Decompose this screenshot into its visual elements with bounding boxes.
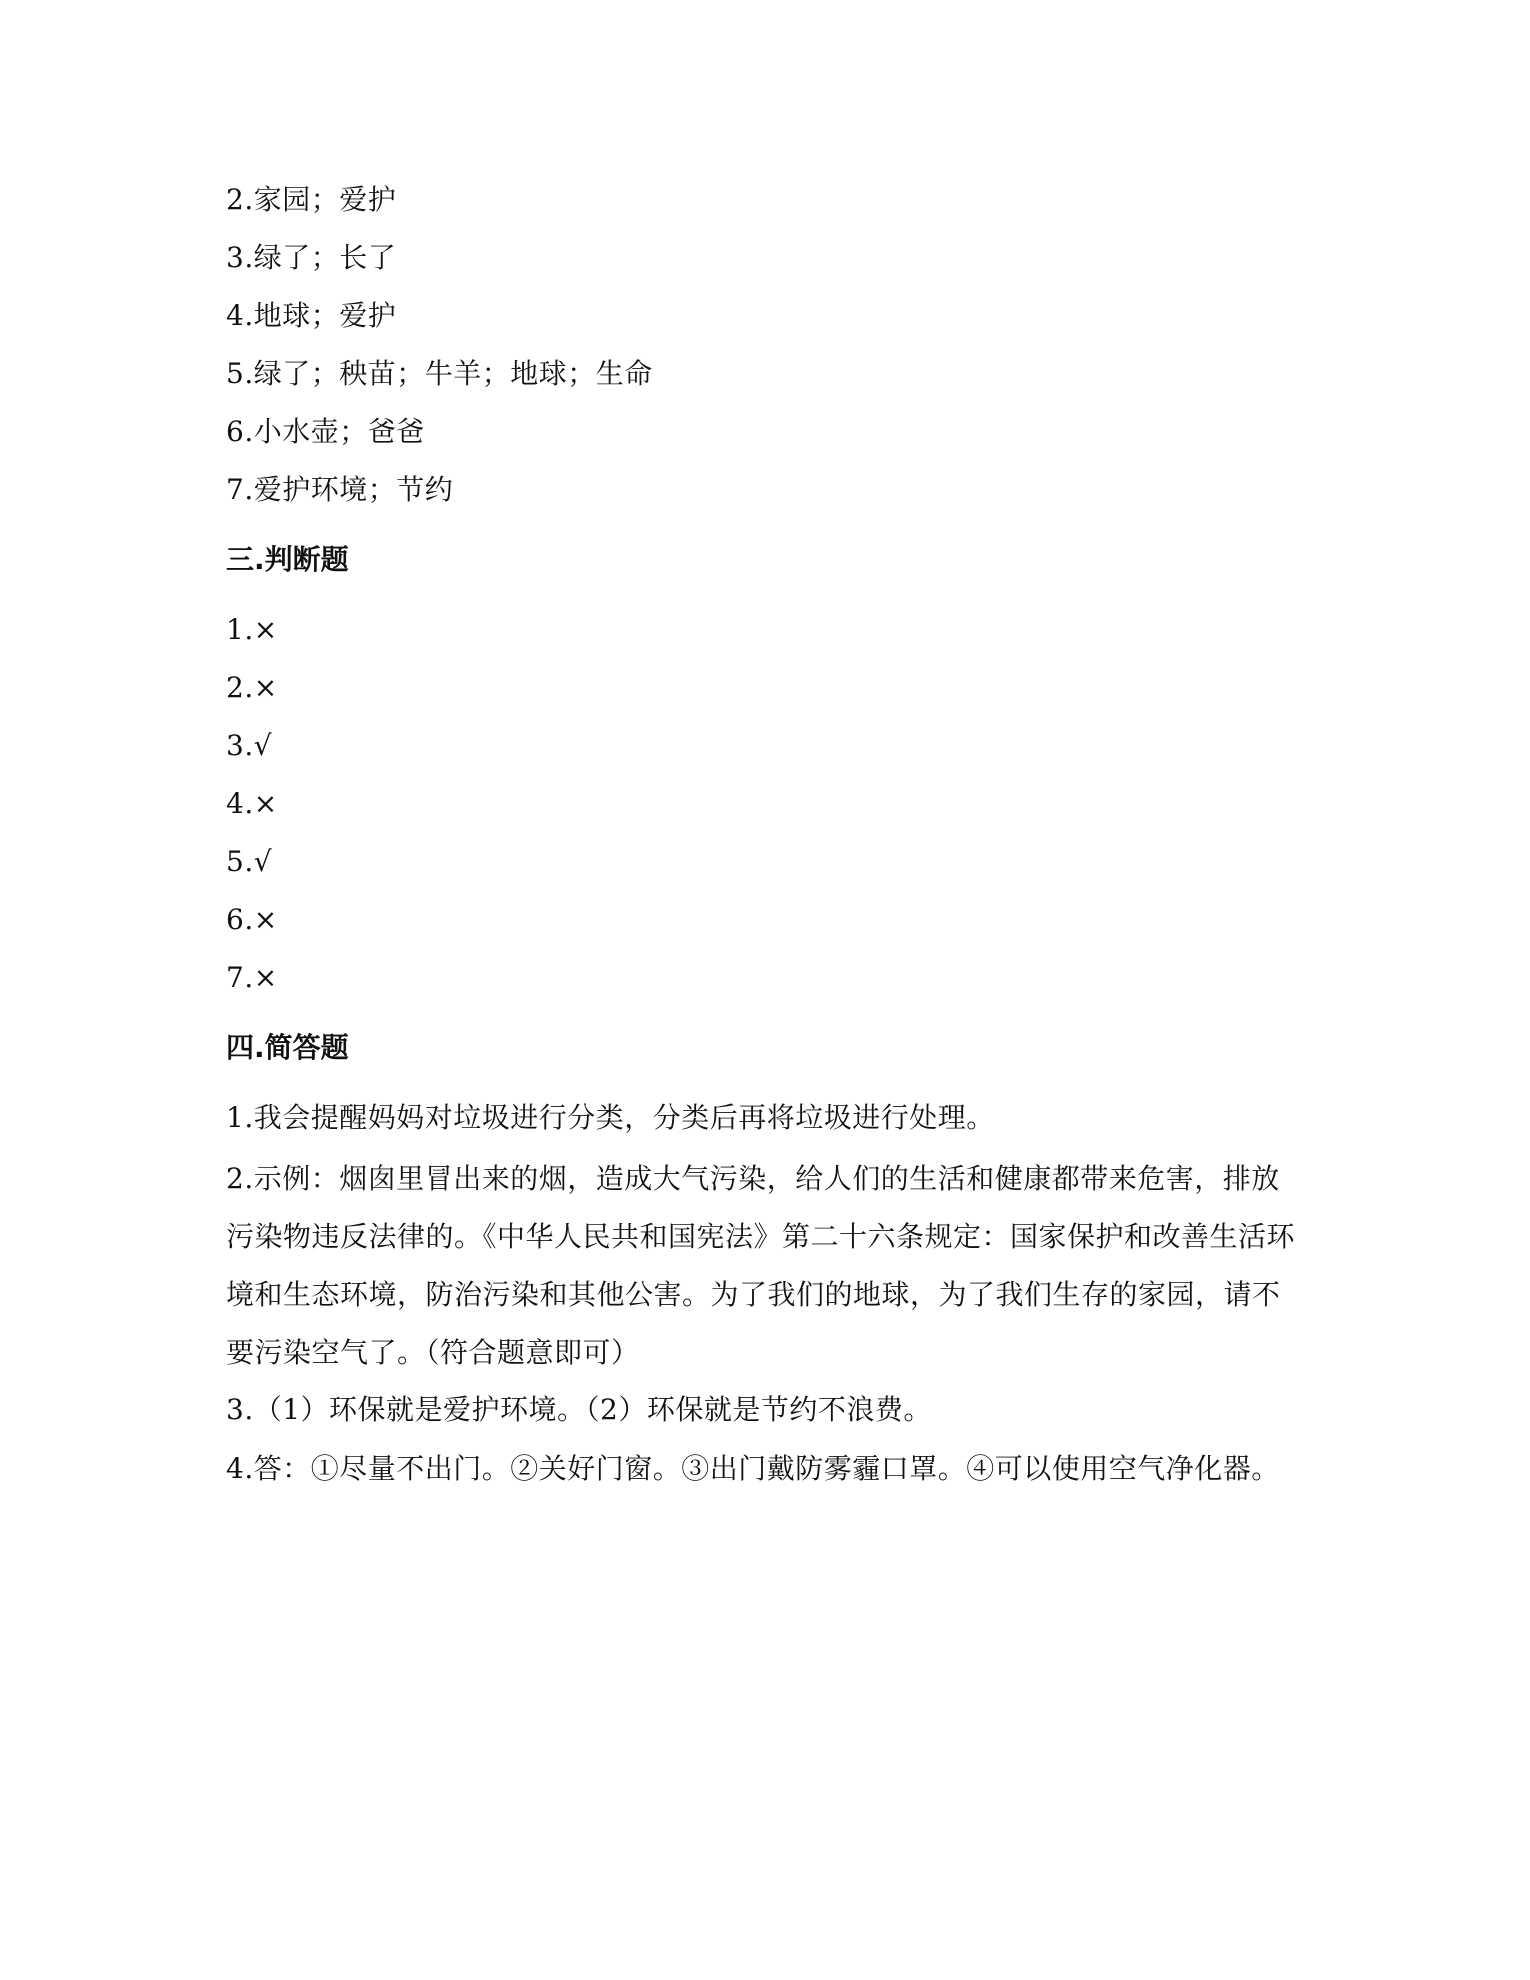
fill-in-answer-7: 7.爱护环境；节约 <box>226 473 454 506</box>
judgment-answer-4: 4.× <box>226 787 278 820</box>
judgment-section-heading: 三.判断题 <box>226 543 349 576</box>
short-answer-3: 3.（1）环保就是爱护环境。（2）环保就是节约不浪费。 <box>226 1393 932 1426</box>
judgment-answer-6: 6.× <box>226 903 278 936</box>
short-answer-1: 1.我会提醒妈妈对垃圾进行分类，分类后再将垃圾进行处理。 <box>226 1101 995 1134</box>
judgment-answer-5: 5.√ <box>226 845 273 878</box>
judgment-answer-3: 3.√ <box>226 729 273 762</box>
fill-in-answer-2: 2.家园；爱护 <box>226 183 397 216</box>
judgment-answer-2: 2.× <box>226 671 278 704</box>
judgment-answer-7: 7.× <box>226 961 278 994</box>
judgment-answer-1: 1.× <box>226 613 278 646</box>
fill-in-answer-6: 6.小水壶；爸爸 <box>226 415 425 448</box>
fill-in-answer-4: 4.地球；爱护 <box>226 299 397 332</box>
short-answer-4: 4.答：①尽量不出门。②关好门窗。③出门戴防雾霾口罩。④可以使用空气净化器。 <box>226 1452 1280 1485</box>
short-answer-2: 2.示例：烟囱里冒出来的烟，造成大气污染，给人们的生活和健康都带来危害，排放污染物违反法律的。《中华人民共和国宪法》第二十六条规定：国家保护和改善生活环境和生态环境，防治污染和其他公害。为了我们的地球，为了我们生存的家园，请不要污染空气了。（符合题意即可） <box>226 1162 1296 1369</box>
fill-in-answer-3: 3.绿了；长了 <box>226 241 397 274</box>
fill-in-answer-5: 5.绿了；秧苗；牛羊；地球；生命 <box>226 357 653 390</box>
short-answer-section-heading: 四.简答题 <box>226 1031 349 1064</box>
